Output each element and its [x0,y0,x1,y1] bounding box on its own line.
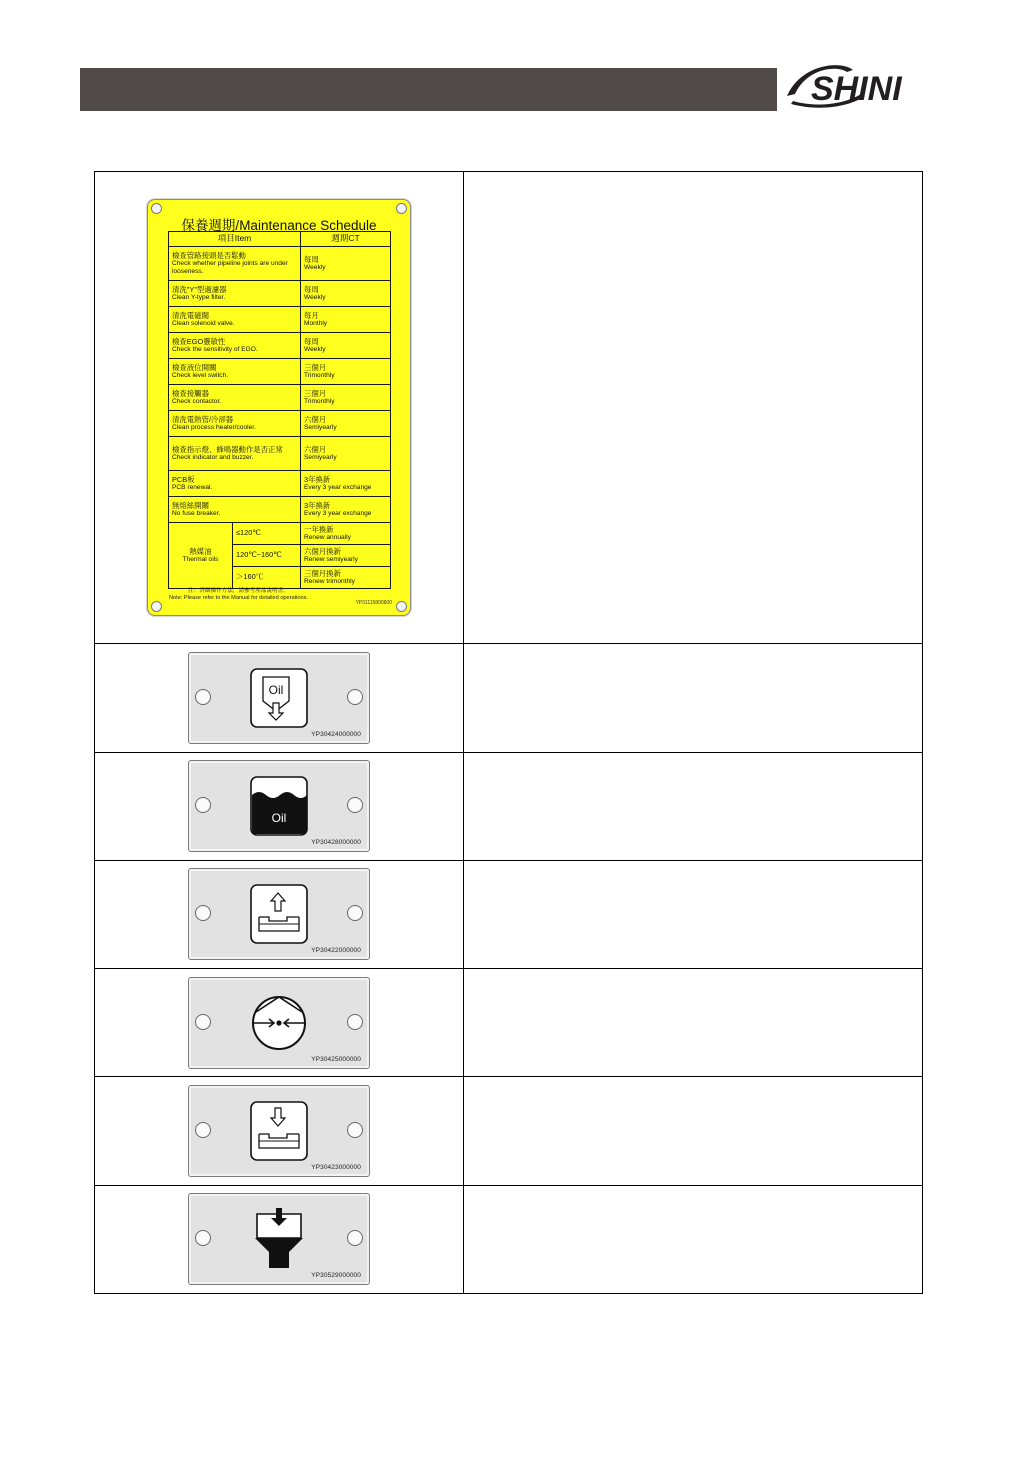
shini-logo [781,56,951,116]
screw-hole-icon [195,905,211,921]
item-en: Clean solenoid valve. [172,320,235,328]
description-cell [464,172,923,644]
cycle-en: Semiyearly [304,424,337,432]
item-cn: 清洗電熱管/冷卻器 [172,414,234,424]
cycle-cn: 三個月 [304,388,327,398]
cycle-cn: 每周 [304,336,319,346]
description-cell [464,1185,923,1293]
cycle-cn: 一年換新 [304,524,334,534]
table-row [95,1185,923,1293]
plate-code: YP31115800600 [355,600,392,607]
label-plate [188,1193,370,1285]
screw-hole-icon [396,203,407,214]
label-code: YP30529000000 [311,1272,361,1280]
cycle-cn: 三個月換新 [304,568,341,578]
schedule-row [169,385,391,411]
item-cn: 檢查接觸器 [172,388,209,398]
maintenance-schedule-plate [147,199,411,616]
label-table [94,171,923,1294]
label-code: YP30422000000 [311,947,361,955]
cycle-cn: 3年換新 [304,500,331,510]
table-row [95,969,923,1077]
item-en: Clean Y-type filter. [172,294,226,302]
cycle-cn: 每月 [304,310,319,320]
note-en: Note: Please refer to the Manual for detailed operations. [169,594,308,601]
cycle-en: Semiyearly [304,454,337,462]
screw-hole-icon [347,689,363,705]
screw-hole-icon [195,797,211,813]
cycle-en: Trimonthly [304,372,335,380]
screw-hole-icon [151,203,162,214]
plate-note [169,588,308,601]
schedule-row [169,497,391,523]
cycle-en: Weekly [304,294,326,302]
note-cn: 注：詳細操作方法，請參考產品說明書。 [188,588,289,595]
label-plate [188,652,370,744]
thermal-en: Thermal oils [182,556,219,564]
item-cn: 檢查管路接頭是否鬆動 [172,251,246,261]
screw-hole-icon [195,1230,211,1246]
schedule-row [169,471,391,497]
image-cell [95,1185,464,1293]
thermal-cn: 熱媒油 [189,546,212,556]
inlet-arrow-down-icon [249,1100,309,1162]
outlet-arrow-up-icon [249,883,309,945]
cycle-cn: 3年換新 [304,474,331,484]
schedule-row [169,333,391,359]
label-code: YP30425000000 [311,1055,361,1063]
oil-text: Oil [268,682,284,697]
item-en: PCB renewal. [172,484,213,492]
screw-hole-icon [347,1014,363,1030]
item-cn: 檢查EGO靈敏性 [172,336,226,346]
item-cn: 無熔絲開關 [172,500,209,510]
thermal-temp: ＞160℃ [236,572,264,582]
item-en: Clean process heater/cooler. [172,424,256,432]
schedule-row [169,281,391,307]
cycle-cn: 每周 [304,254,319,264]
screw-hole-icon [195,1014,211,1030]
item-cn: PCB板 [172,474,195,484]
screw-hole-icon [195,1122,211,1138]
description-cell [464,644,923,752]
screw-hole-icon [347,797,363,813]
schedule-row [169,307,391,333]
label-code: YP30424000000 [311,730,361,738]
screw-hole-icon [396,601,407,612]
schedule-row [169,411,391,437]
drain-funnel-icon [249,1204,309,1270]
cycle-en: Every 3 year exchange [304,510,372,518]
label-code: YP30428000000 [311,839,361,847]
image-cell [95,969,464,1077]
logo-text: SHINI [811,70,902,108]
screw-hole-icon [195,689,211,705]
description-cell [464,969,923,1077]
thermal-temp: ≤120℃ [236,528,261,538]
cycle-en: Renew trimonthly [304,578,355,586]
oil-text: Oil [271,811,287,826]
cycle-en: Renew annually [304,534,351,542]
label-plate [188,760,370,852]
label-plate [188,1085,370,1177]
schedule-row [169,247,391,281]
col-cycle-header: 週期CT [301,232,391,247]
pump-icon [249,992,309,1054]
screw-hole-icon [347,1122,363,1138]
schedule-row [169,359,391,385]
description-cell [464,1077,923,1185]
cycle-en: Every 3 year exchange [304,484,372,492]
item-en: Check indicator and buzzer. [172,454,254,462]
image-cell [95,1077,464,1185]
screw-hole-icon [347,905,363,921]
table-row [95,752,923,860]
schedule-row [169,523,391,545]
col-item-header: 項目Item [169,232,301,247]
item-cn: 清洗"Y"型過濾器 [172,284,227,294]
item-en: Check contactor. [172,398,222,406]
label-code: YP30423000000 [311,1164,361,1172]
cycle-en: Weekly [304,346,326,354]
screw-hole-icon [347,1230,363,1246]
cycle-en: Monthly [304,320,328,328]
image-cell [95,644,464,752]
cycle-en: Renew semiyearly [304,556,358,564]
item-cn: 檢查液位開關 [172,362,217,372]
item-cn: 清洗電磁閥 [172,310,209,320]
oil-fill-icon [249,667,309,729]
plate-title: 保養週期/Maintenance Schedule [181,218,377,234]
item-en: Check the sensitivity of EGO. [172,346,258,354]
item-cn: 檢查指示燈、蜂鳴器動作是否正常 [172,444,283,454]
thermal-temp: 120℃~160℃ [236,550,282,560]
label-plate [188,977,370,1069]
cycle-en: Weekly [304,264,326,272]
item-en: No fuse breaker. [172,510,221,518]
image-cell [95,860,464,968]
cycle-cn: 每周 [304,284,319,294]
oil-level-icon [249,775,309,837]
screw-hole-icon [151,601,162,612]
cycle-cn: 六個月 [304,414,327,424]
label-plate [188,868,370,960]
item-en: Check whether pipeline joints are under looseness. [172,260,288,275]
cycle-cn: 三個月 [304,362,327,372]
image-cell [95,752,464,860]
schedule-row [169,437,391,471]
cycle-cn: 六個月換新 [304,546,341,556]
schedule-table [168,231,391,589]
table-row [95,1077,923,1185]
table-row [95,172,923,644]
description-cell [464,860,923,968]
description-cell [464,752,923,860]
item-en: Check level switch. [172,372,229,380]
table-row [95,644,923,752]
cycle-en: Trimonthly [304,398,335,406]
table-row [95,860,923,968]
cycle-cn: 六個月 [304,444,327,454]
image-cell [95,172,464,644]
header-bar [80,68,777,111]
